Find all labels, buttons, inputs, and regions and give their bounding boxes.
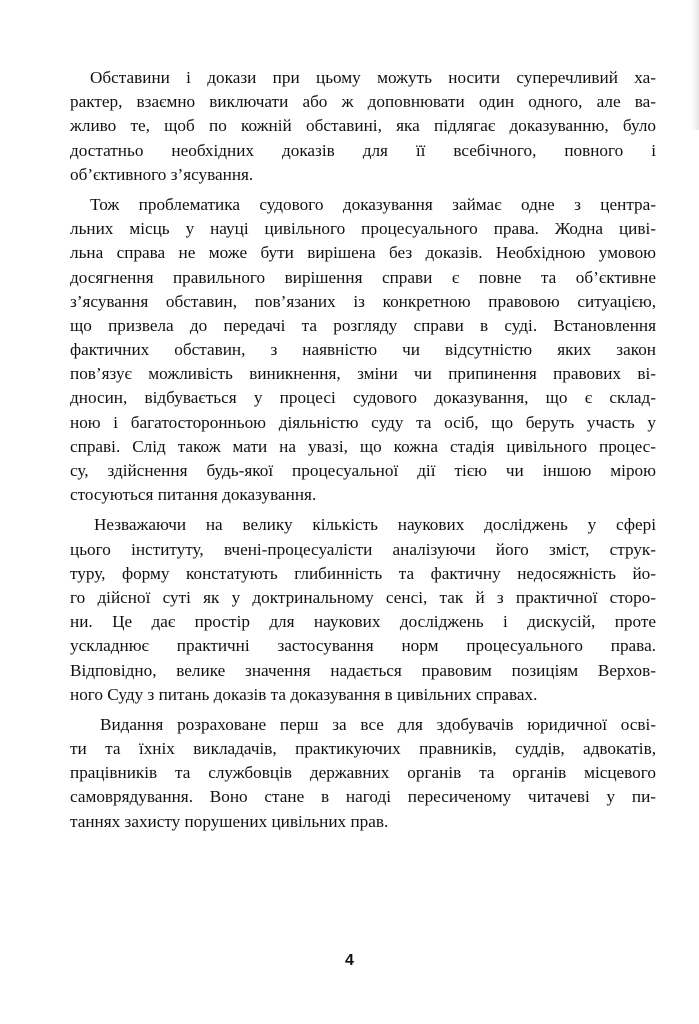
page-edge-shadow: [691, 0, 699, 130]
text-line: туру, форму констатують глибинність та фактичну недосяжність йо-: [70, 563, 656, 583]
text-line: го дійсної суті як у доктринальному сенсі, так й з практичної сторо-: [70, 587, 656, 607]
text-line: справі. Слід також мати на увазі, що кожна стадія цивільного процес-: [70, 436, 656, 456]
text-line: досягнення правильного вирішення справи є повне та об’єктивне: [70, 267, 656, 287]
text-line: Незважаючи на велику кількість наукових досліджень у сфері: [94, 515, 656, 535]
text-line: льна справа не може бути вирішена без доказів. Необхідною умовою: [70, 243, 656, 263]
text-line: Обставини і докази при цьому можуть носити суперечливий ха-: [90, 68, 656, 87]
text-line: фактичних обставин, з наявністю чи відсутністю яких закон: [70, 340, 656, 360]
text-line: працівників та службовців державних органів та органів місцевого: [70, 763, 656, 783]
text-line: достатньо необхідних доказів для її всебічного, повного і: [70, 140, 656, 160]
text-line: дносин, відбувається у процесі судового доказування, що є склад-: [70, 388, 656, 408]
text-line: Видання розраховане перш за все для здобувачів юридичної осві-: [100, 714, 656, 734]
text-line: з’ясування обставин, пов’язаних із конкретною правовою ситуацією,: [70, 291, 656, 311]
page-number: 4: [345, 952, 354, 969]
text-line: самоврядування. Воно стане в нагоді пересиченому читачеві у пи-: [70, 787, 656, 807]
text-line: ускладнює практичні застосування норм процесуального права.: [70, 636, 656, 656]
text-line: льних місць у науці цивільного процесуального права. Жодна циві-: [70, 219, 656, 239]
text-line: жливо те, щоб по кожній обставині, яка підлягає доказуванню, було: [70, 116, 656, 136]
text-line: Відповідно, велике значення надається правовим позиціям Верхов-: [70, 660, 656, 680]
text-line: ною і багатосторонньою діяльністю суду та осіб, що беруть участь у: [70, 412, 656, 432]
text-line: пов’язує можливість виникнення, зміни чи припинення правових ві-: [70, 364, 656, 384]
paragraph-2: [70, 193, 656, 507]
text-line: ти та їхніх викладачів, практикуючих правників, суддів, адвокатів,: [70, 739, 656, 759]
text-line: що призвела до передачі та розгляду справи в суді. Встановлення: [70, 315, 656, 335]
text-line: Тож проблематика судового доказування займає одне з центра-: [90, 194, 656, 214]
text-line: цього інституту, вчені-процесуалісти аналізуючи його зміст, струк-: [70, 539, 656, 559]
paragraph-3: [70, 513, 656, 707]
text-line: ни. Це дає простір для наукових досліджень і дискусій, проте: [70, 612, 656, 632]
text-line: об’єктивного з’ясування.: [70, 164, 254, 184]
paragraph-4: [70, 713, 656, 834]
paragraph-1: [70, 66, 656, 187]
text-line: стосуються питання доказування.: [70, 485, 317, 505]
text-line: таннях захисту порушених цивільних прав.: [70, 811, 389, 831]
text-line: рактер, взаємно виключати або ж доповнювати один одного, але ва-: [70, 92, 656, 112]
text-line: ного Суду з питань доказів та доказування в цивільних справах.: [70, 684, 538, 704]
body-text: [70, 66, 656, 840]
text-line: су, здійснення будь-якої процесуальної дії тією чи іншою мірою: [70, 461, 656, 480]
